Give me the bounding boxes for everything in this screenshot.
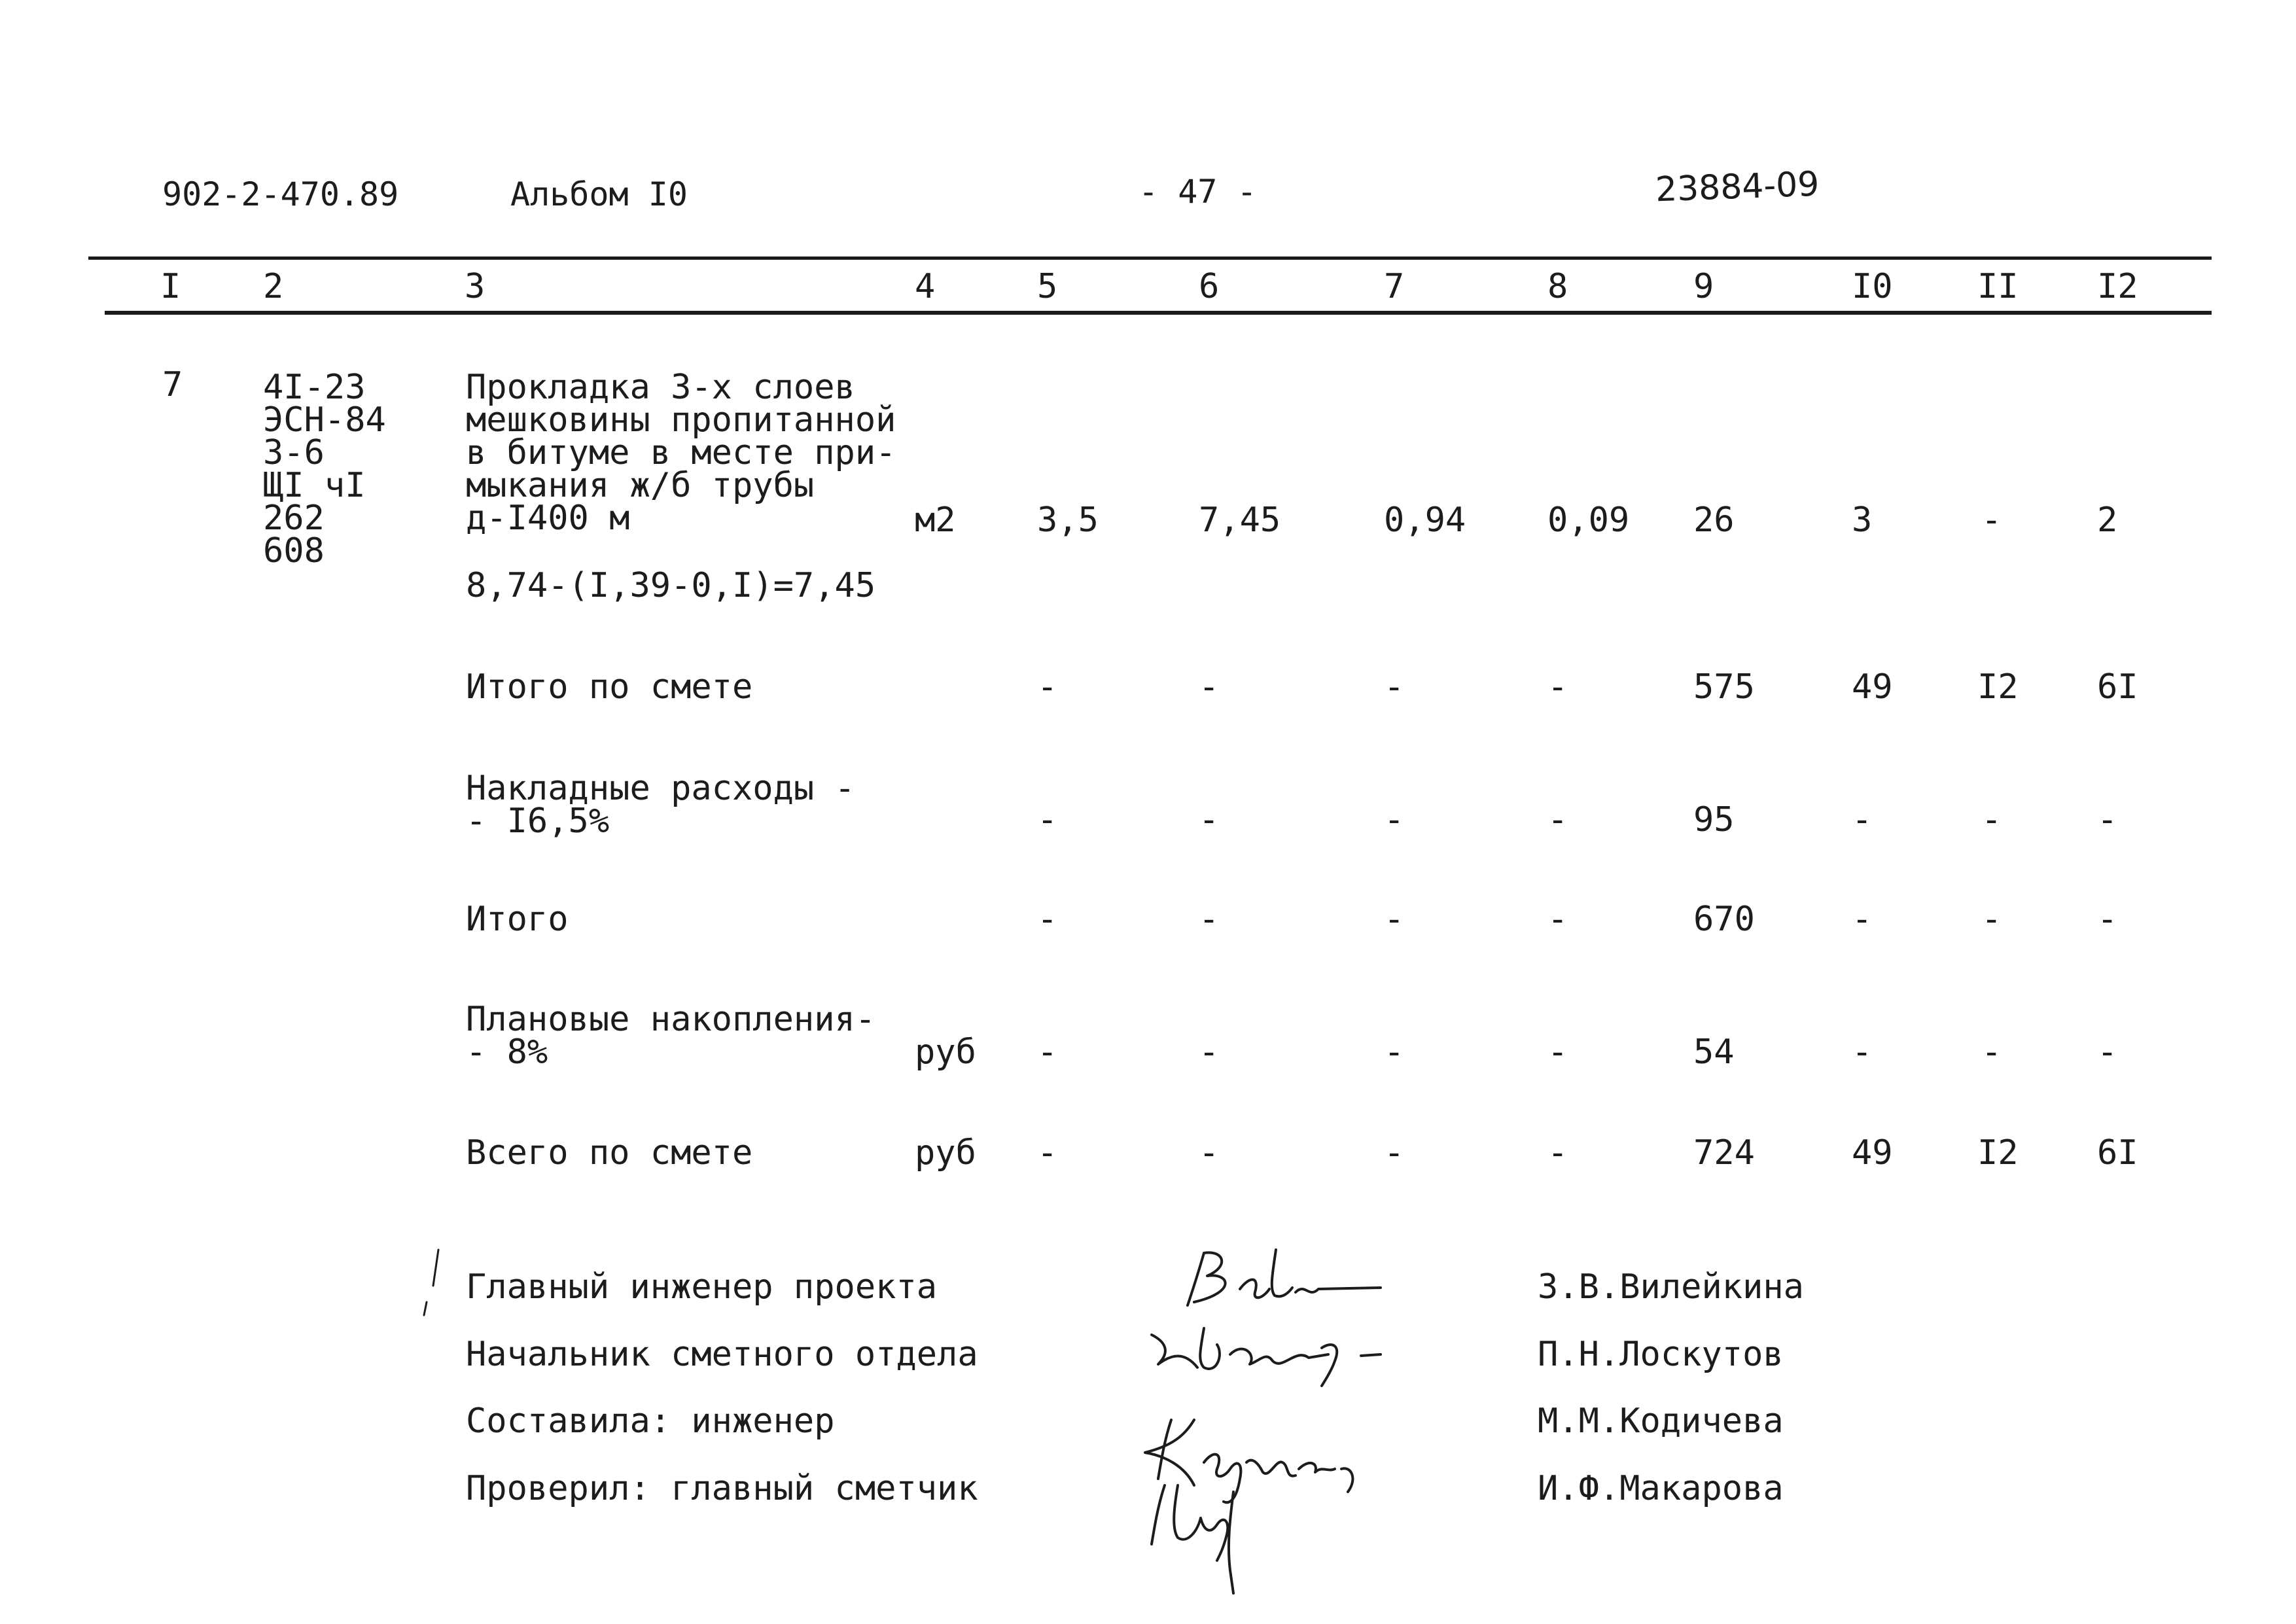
grand-total-col-11: I2	[1977, 1133, 2019, 1173]
signer-name: И.Ф.Макарова	[1538, 1469, 1784, 1508]
summary-col-9: 575	[1693, 667, 1755, 707]
item-col-6: 7,45	[1199, 501, 1281, 540]
col-num-4: 4	[915, 267, 936, 306]
item-col-9: 26	[1693, 501, 1735, 540]
summary-col-7: -	[1384, 667, 1405, 707]
planned-savings-col-9: 54	[1693, 1033, 1735, 1072]
col-num-2: 2	[263, 267, 284, 306]
planned-savings-label: Плановые накопления- - 8%	[466, 1000, 876, 1072]
planned-savings-col-8: -	[1547, 1033, 1568, 1072]
planned-savings-col-7: -	[1384, 1033, 1405, 1072]
subtotal-col-12: -	[2097, 900, 2118, 939]
overhead-col-6: -	[1199, 800, 1220, 839]
subtotal-label: Итого	[466, 900, 569, 939]
planned-savings-col-10: -	[1852, 1033, 1873, 1072]
overhead-col-7: -	[1384, 800, 1405, 839]
table-header-rule	[105, 311, 2212, 315]
overhead-col-10: -	[1852, 800, 1873, 839]
grand-total-unit: руб	[915, 1133, 976, 1173]
signer-name: М.М.Кодичева	[1538, 1402, 1784, 1441]
item-col-7: 0,94	[1384, 501, 1466, 540]
grand-total-col-12: 6I	[2097, 1133, 2138, 1173]
grand-total-col-5: -	[1037, 1133, 1058, 1173]
col-num-9: 9	[1693, 267, 1714, 306]
signer-name: З.В.Вилейкина	[1538, 1267, 1804, 1307]
col-num-1: I	[160, 267, 181, 306]
overhead-col-12: -	[2097, 800, 2118, 839]
pen-mark	[419, 1246, 445, 1321]
col-num-3: 3	[465, 267, 486, 306]
subtotal-col-6: -	[1199, 900, 1220, 939]
overhead-col-5: -	[1037, 800, 1058, 839]
planned-savings-col-6: -	[1199, 1033, 1220, 1072]
col-num-10: I0	[1852, 267, 1893, 306]
item-col-12: 2	[2097, 501, 2118, 540]
item-col-8: 0,09	[1547, 501, 1630, 540]
summary-col-5: -	[1037, 667, 1058, 707]
summary-col-8: -	[1547, 667, 1568, 707]
col-num-7: 7	[1384, 267, 1405, 306]
subtotal-col-5: -	[1037, 900, 1058, 939]
page-number: - 47 -	[1139, 173, 1257, 211]
signer-role: Начальник сметного отдела	[466, 1335, 978, 1374]
signer-role: Составила: инженер	[466, 1402, 835, 1441]
planned-savings-col-12: -	[2097, 1033, 2118, 1072]
col-num-6: 6	[1199, 267, 1220, 306]
signature-2	[1145, 1315, 1407, 1390]
summary-col-10: 49	[1852, 667, 1893, 707]
item-description: Прокладка 3-х слоев мешковины пропитанной в битуме в месте при- мыкания ж/б трубы д-I400 м	[466, 368, 896, 538]
grand-total-col-6: -	[1199, 1133, 1220, 1173]
signer-name: П.Н.Лоскутов	[1538, 1335, 1784, 1374]
item-col-11: -	[1981, 501, 2002, 540]
handwritten-stamp: 23884-09	[1655, 164, 1820, 210]
item-unit: м2	[915, 501, 956, 540]
overhead-label: Накладные расходы - - I6,5%	[466, 769, 855, 841]
summary-col-11: I2	[1977, 667, 2019, 707]
col-num-5: 5	[1037, 267, 1058, 306]
subtotal-col-9: 670	[1693, 900, 1755, 939]
overhead-col-8: -	[1547, 800, 1568, 839]
grand-total-col-7: -	[1384, 1133, 1405, 1173]
planned-savings-unit: руб	[915, 1033, 976, 1072]
album-label: Альбом I0	[510, 175, 688, 213]
item-col-10: 3	[1852, 501, 1873, 540]
signature-1	[1178, 1237, 1387, 1318]
grand-total-col-9: 724	[1693, 1133, 1755, 1173]
col-num-11: II	[1977, 267, 2019, 306]
subtotal-col-8: -	[1547, 900, 1568, 939]
overhead-col-11: -	[1981, 800, 2002, 839]
overhead-col-9: 95	[1693, 800, 1735, 839]
subtotal-col-7: -	[1384, 900, 1405, 939]
grand-total-col-10: 49	[1852, 1133, 1893, 1173]
grand-total-label: Всего по смете	[466, 1133, 753, 1173]
col-num-12: I2	[2097, 267, 2138, 306]
subtotal-col-11: -	[1981, 900, 2002, 939]
col-num-8: 8	[1547, 267, 1568, 306]
signature-4	[1139, 1466, 1309, 1599]
grand-total-col-8: -	[1547, 1133, 1568, 1173]
item-formula: 8,74-(I,39-0,I)=7,45	[466, 566, 876, 605]
subtotal-col-10: -	[1852, 900, 1873, 939]
planned-savings-col-11: -	[1981, 1033, 2002, 1072]
signer-role: Главный инженер проекта	[466, 1267, 938, 1307]
doc-code: 902-2-470.89	[162, 175, 399, 213]
planned-savings-col-5: -	[1037, 1033, 1058, 1072]
summary-label: Итого по смете	[466, 667, 753, 707]
item-number: 7	[162, 365, 183, 404]
item-col-5: 3,5	[1037, 501, 1099, 540]
item-codes: 4I-23 ЭСН-84 3-6 ЩI чI 262 608	[263, 368, 386, 571]
summary-col-12: 6I	[2097, 667, 2138, 707]
signer-role: Проверил: главный сметчик	[466, 1469, 978, 1508]
table-top-rule	[88, 256, 2212, 260]
summary-col-6: -	[1199, 667, 1220, 707]
